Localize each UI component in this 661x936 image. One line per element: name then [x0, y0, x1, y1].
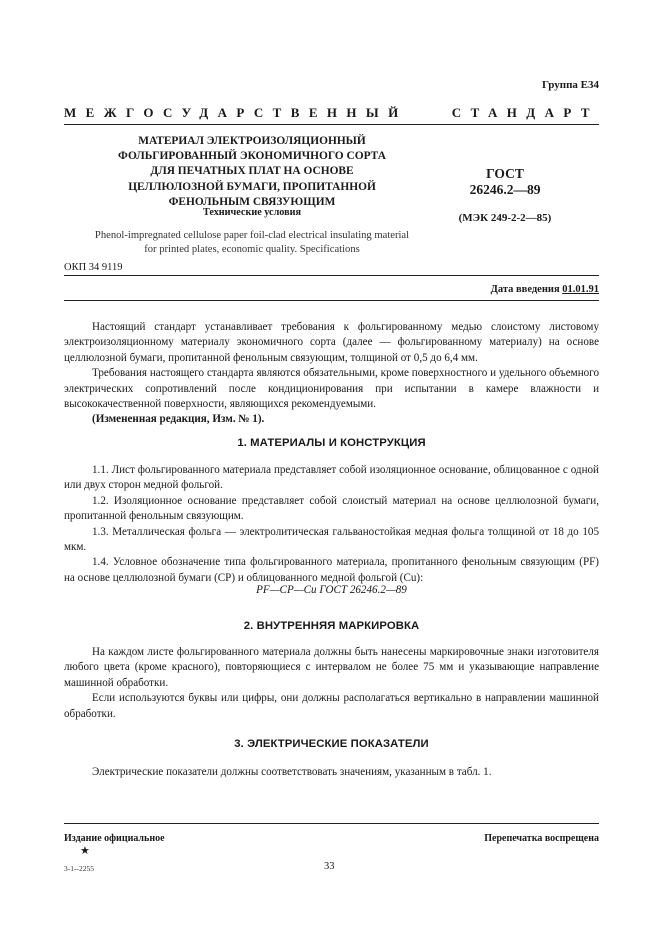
standard-banner [64, 105, 599, 121]
section-2-body [64, 645, 599, 722]
date-rule [64, 300, 599, 301]
title-line: ЦЕЛЛЮЛОЗНОЙ БУМАГИ, ПРОПИТАННОЙ [128, 180, 376, 193]
english-title-line: Phenol-impregnated cellulose paper foil-clad electrical insulating material [94, 230, 410, 241]
english-title [70, 229, 434, 256]
introduction-date [491, 284, 599, 295]
reprint-notice: Перепечатка воспрещена [484, 833, 599, 844]
electrical-paragraph: Электрические показатели должны соответствовать значениям, указанным в табл. 1. [92, 766, 492, 778]
section-heading: 1. МАТЕРИАЛЫ И КОНСТРУКЦИЯ [237, 437, 426, 449]
marking-paragraph: На каждом листе фольгированного материала должны быть нанесены маркировочные знаки изготовителя любого цвета (кроме красного), повторяющиеся с интервалом не более 75 мм и указывающие направление машинной обработки. [64, 646, 599, 689]
document-subtitle: Технические условия [202, 207, 302, 218]
section-3-body [64, 765, 599, 780]
intro-date-label: Дата введения [490, 284, 560, 295]
section-heading: 3. ЭЛЕКТРИЧЕСКИЕ ПОКАЗАТЕЛИ [234, 738, 429, 750]
print-code: 3-1--2255 [64, 864, 94, 873]
clause-1-1: 1.1. Лист фольгированного материала представляет собой изоляционное основание, облицованное с одной или двух сторон медной фольгой. [64, 464, 599, 492]
section-heading: 2. ВНУТРЕННЯЯ МАРКИРОВКА [243, 620, 420, 632]
footer-rule [64, 823, 599, 824]
marking-paragraph: Если используются буквы или цифры, они должны располагаться вертикально в направлении машинной обработки. [64, 692, 599, 720]
title-line: ФЕНОЛЬНЫМ СВЯЗУЮЩИМ [168, 195, 336, 208]
amendment-note: (Измененная редакция, Изм. № 1). [92, 413, 265, 426]
clause-1-3: 1.3. Металлическая фольга — электролитическая гальваностойкая медная фольга толщиной от 18 до 105 мкм. [64, 525, 599, 554]
title-line: МАТЕРИАЛ ЭЛЕКТРОИЗОЛЯЦИОННЫЙ [138, 135, 366, 147]
document-title [112, 134, 392, 210]
section-1-body [64, 463, 599, 586]
clause-1-4: 1.4. Условное обозначение типа фольгированного материала, пропитанного фенольным связующим (PF) на основе целлюлозной бумаги (СР) и облицованного медной фольгой (Cu): [64, 556, 599, 584]
gost-number: 26246.2—89 [469, 182, 541, 197]
gost-designation [430, 166, 580, 198]
official-edition: Издание официальное [64, 833, 165, 844]
clause-1-2: 1.2. Изоляционное основание представляет собой слоистый материал на основе целлюлозной бумаги, пропитанной фенольным связующим. [64, 494, 599, 523]
star-icon: ★ [80, 845, 90, 857]
intro-paragraph: Настоящий стандарт устанавливает требования к фольгированному медью слоистому листовому электроизоляционному материалу экономичного сорта (далее — фольгированному материалу) на основе целлюлозной бумаги, пропитанной фенольным связующим, толщиной от 0,5 до 6,4 мм. [64, 321, 599, 364]
group-code: Группа Е34 [541, 79, 599, 91]
title-line: ДЛЯ ПЕЧАТНЫХ ПЛАТ НА ОСНОВЕ [150, 165, 354, 178]
header-rule [64, 124, 599, 125]
iec-reference: (МЭК 249-2-2—85) [458, 212, 552, 224]
title-line: ФОЛЬГИРОВАННЫЙ ЭКОНОМИЧНОГО СОРТА [118, 150, 386, 163]
okp-code: ОКП 34 9119 [64, 262, 123, 273]
banner-word-interstate: МЕЖГОСУДАРСТВЕННЫЙ [64, 105, 408, 120]
intro-date-value: 01.01.91 [562, 284, 599, 295]
page-number: 33 [324, 861, 335, 872]
title-rule [64, 275, 599, 276]
intro-section [64, 320, 599, 428]
gost-label: ГОСТ [486, 166, 524, 181]
designation-formula: PF—CP—Cu ГОСТ 26246.2—89 [256, 584, 407, 596]
english-title-line: for printed plates, economic quality. Specifications [144, 243, 360, 255]
intro-paragraph: Требования настоящего стандарта являются обязательными, кроме поверхностного и удельного объемного электрических сопротивлений после кондиционирования при испытании в камере влажности и высококачественной поверхности, являющихся рекомендуемыми. [64, 367, 599, 411]
banner-word-standard: СТАНДАРТ [451, 105, 599, 120]
